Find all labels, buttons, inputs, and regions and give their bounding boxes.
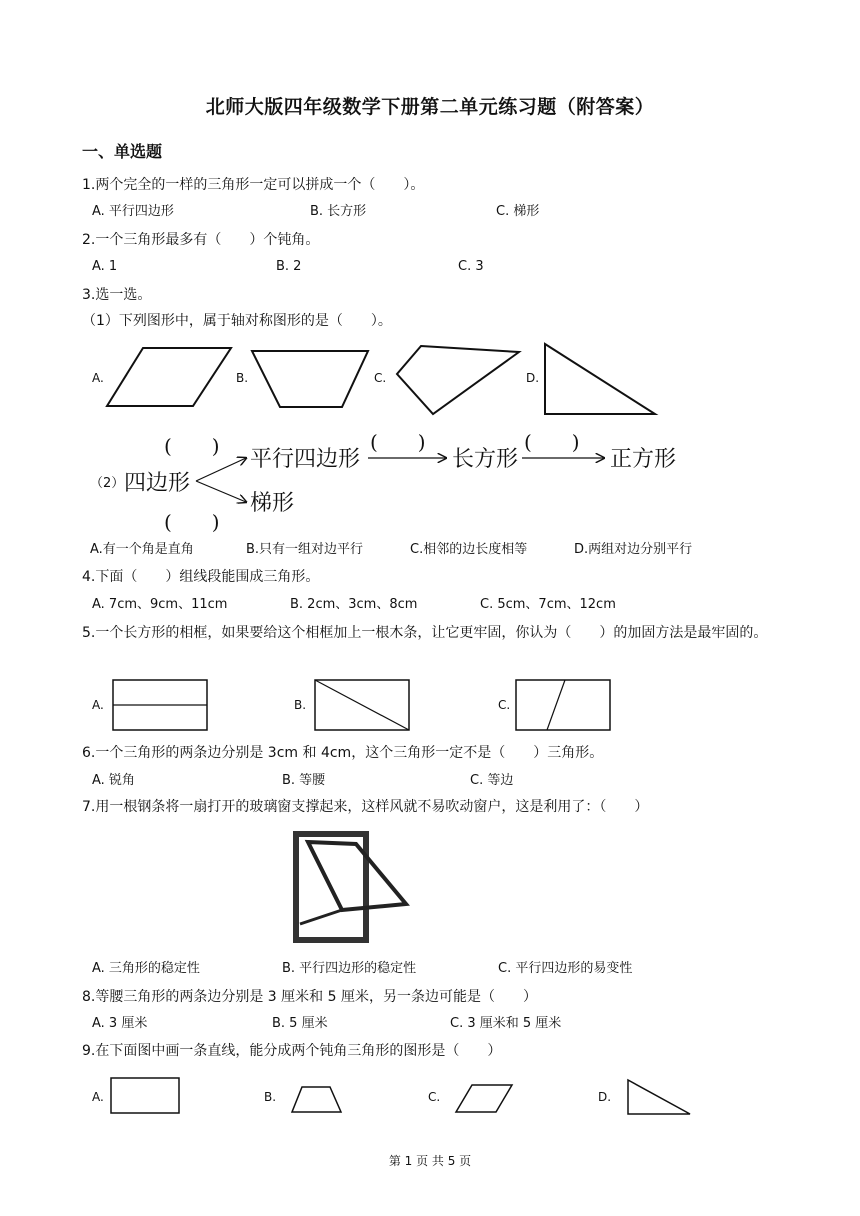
question-3-part-1: （1）下列图形中，属于轴对称图形的是（ ）。 <box>82 313 392 329</box>
rectangle-figure <box>110 1077 182 1115</box>
section-heading: 一、单选题 <box>82 142 163 161</box>
q2-option-a[interactable]: A. 1 <box>92 259 118 274</box>
question-3-part-2-label: （2） <box>90 476 125 491</box>
q3-shape-label-a: A. <box>92 371 104 385</box>
question-6: 6.一个三角形的两条边分别是 3cm 和 4cm，这个三角形一定不是（ ）三角形。 <box>82 745 604 761</box>
diagram-trapezoid: 梯形 <box>250 491 295 516</box>
q7-option-c[interactable]: C. 平行四边形的易变性 <box>498 961 633 976</box>
q3-shape-label-b: B. <box>236 371 249 385</box>
q8-option-c[interactable]: C. 3 厘米和 5 厘米 <box>450 1016 562 1031</box>
q9-label-c: C. <box>428 1090 441 1104</box>
q3-option-a[interactable]: A.有一个角是直角 <box>90 542 194 557</box>
question-5: 5.一个长方形的相框，如果要给这个相框加上一根木条，让它更牢固，你认为（ ）的加固方法是最牢固的。 <box>82 625 768 641</box>
diagram-blank-2: ( ) <box>370 430 426 454</box>
q4-option-b[interactable]: B. 2cm、3cm、8cm <box>290 597 418 612</box>
diagram-blank-4: ( ) <box>164 510 220 534</box>
question-9: 9.在下面图中画一条直线，能分成两个钝角三角形的图形是（ ） <box>82 1043 502 1059</box>
page-title: 北师大版四年级数学下册第二单元练习题（附答案） <box>205 96 655 118</box>
q6-option-c[interactable]: C. 等边 <box>470 773 514 788</box>
q3-option-b[interactable]: B.只有一组对边平行 <box>246 542 364 557</box>
q5-label-c: C. <box>498 698 511 712</box>
small-parallelogram-figure <box>454 1084 514 1114</box>
small-trapezoid-figure <box>290 1086 344 1114</box>
q3-option-c[interactable]: C.相邻的边长度相等 <box>410 542 528 557</box>
question-1: 1.两个完全的一样的三角形一定可以拼成一个（ ）。 <box>82 177 425 193</box>
frame-horizontal-bar-figure <box>112 679 208 731</box>
question-8: 8.等腰三角形的两条边分别是 3 厘米和 5 厘米，另一条边可能是（ ） <box>82 989 537 1005</box>
q8-option-b[interactable]: B. 5 厘米 <box>272 1016 328 1031</box>
diagram-arrows <box>0 0 860 560</box>
diagram-blank-1: ( ) <box>164 434 220 458</box>
question-2: 2.一个三角形最多有（ ）个钝角。 <box>82 232 320 248</box>
q1-option-a[interactable]: A. 平行四边形 <box>92 204 174 219</box>
diagram-parallelogram: 平行四边形 <box>250 447 361 472</box>
q4-option-c[interactable]: C. 5cm、7cm、12cm <box>480 597 616 612</box>
question-3: 3.选一选。 <box>82 287 152 303</box>
q3-shape-label-d: D. <box>526 371 540 385</box>
frame-diagonal-bar-figure <box>314 679 410 731</box>
q2-option-c[interactable]: C. 3 <box>458 259 484 274</box>
q5-label-a: A. <box>92 698 104 712</box>
frame-short-brace-figure <box>515 679 611 731</box>
diagram-blank-3: ( ) <box>524 430 580 454</box>
question-4: 4.下面（ ）组线段能围成三角形。 <box>82 569 320 585</box>
page-footer: 第 1 页 共 5 页 <box>388 1154 472 1168</box>
q2-option-b[interactable]: B. 2 <box>276 259 302 274</box>
q1-option-c[interactable]: C. 梯形 <box>496 204 540 219</box>
diagram-square: 正方形 <box>610 447 677 472</box>
q3-option-d[interactable]: D.两组对边分别平行 <box>574 542 693 557</box>
q7-option-b[interactable]: B. 平行四边形的稳定性 <box>282 961 417 976</box>
small-right-triangle-figure <box>626 1078 692 1116</box>
q4-option-a[interactable]: A. 7cm、9cm、11cm <box>92 597 228 612</box>
q3-shape-label-c: C. <box>374 371 387 385</box>
q7-option-a[interactable]: A. 三角形的稳定性 <box>92 961 200 976</box>
q8-option-a[interactable]: A. 3 厘米 <box>92 1016 148 1031</box>
q9-label-d: D. <box>598 1090 612 1104</box>
diagram-quadrilateral: 四边形 <box>124 471 191 496</box>
q1-option-b[interactable]: B. 长方形 <box>310 204 367 219</box>
window-brace-figure <box>292 832 416 944</box>
diagram-rectangle: 长方形 <box>452 447 519 472</box>
q5-label-b: B. <box>294 698 307 712</box>
q6-option-a[interactable]: A. 锐角 <box>92 773 135 788</box>
q9-label-b: B. <box>264 1090 277 1104</box>
q6-option-b[interactable]: B. 等腰 <box>282 773 326 788</box>
question-7: 7.用一根钢条将一扇打开的玻璃窗支撑起来，这样风就不易吹动窗户，这是利用了：（ ） <box>82 799 649 815</box>
q9-label-a: A. <box>92 1090 104 1104</box>
